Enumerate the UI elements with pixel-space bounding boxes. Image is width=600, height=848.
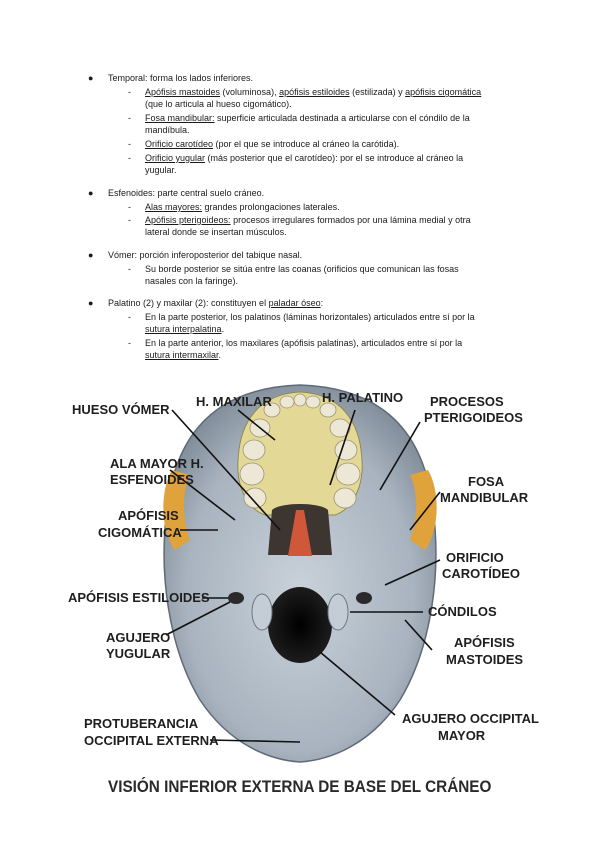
dash-icon: -	[128, 312, 131, 322]
palatino-item-posterior: En la parte posterior, los palatinos (láminas horizontales) articulados entre sí por la	[145, 312, 475, 322]
label-fosa-2: MANDIBULAR	[440, 490, 529, 505]
label-carotideo-1: ORIFICIO	[446, 550, 504, 565]
label-occipital-2: MAYOR	[438, 728, 486, 743]
temporal-title: Temporal: forma los lados inferiores.	[108, 73, 254, 83]
label-occipital-1: AGUJERO OCCIPITAL	[402, 711, 539, 726]
vomer-title: Vómer: porción inferoposterior del tabique nasal.	[108, 250, 303, 260]
dash-icon: -	[128, 153, 131, 163]
label-mastoides-1: APÓFISIS	[454, 635, 515, 650]
label-cigomatica-1: APÓFISIS	[118, 508, 179, 523]
bullet-icon: ●	[88, 250, 94, 260]
dash-icon: -	[128, 113, 131, 123]
temporal-item-fosa: Fosa mandibular: superficie articulada destinada a articularse con el cóndilo de la	[145, 113, 470, 123]
temporal-item-carotideo: Orificio carotídeo (por el que se introduce al cráneo la carótida).	[145, 139, 400, 149]
label-ala-2: ESFENOIDES	[110, 472, 194, 487]
esfenoides-item-pterigoideos: Apófisis pterigoideos: procesos irregulares formados por una lámina medial y otra	[145, 215, 471, 225]
label-maxilar: H. MAXILAR	[196, 394, 272, 409]
palatino-item-anterior: En la parte anterior, los maxilares (apófisis palatinas), articulados entre sí por la	[145, 338, 463, 348]
vomer-item: Su borde posterior se sitúa entre las coanas (orificios que comunican las fosas	[145, 264, 459, 274]
skull-base-illustration	[0, 380, 600, 800]
foramen-magnum	[268, 587, 332, 663]
label-yugular-1: AGUJERO	[106, 630, 171, 645]
jugular-right	[356, 592, 372, 604]
label-condilos: CÓNDILOS	[428, 604, 497, 619]
label-mastoides-2: MASTOIDES	[446, 652, 524, 667]
temporal-item-apofisis-cont: (que lo articula al hueso cigomático).	[145, 99, 292, 109]
esfenoides-item-pterigoideos-cont: lateral donde se insertan músculos.	[145, 227, 287, 237]
jugular-left	[228, 592, 244, 604]
label-estiloides: APÓFISIS ESTILOIDES	[68, 590, 210, 605]
bullet-icon: ●	[88, 298, 94, 308]
palatino-title: Palatino (2) y maxilar (2): constituyen el paladar óseo:	[108, 298, 324, 308]
label-yugular-2: YUGULAR	[106, 646, 171, 661]
figure-caption: VISIÓN INFERIOR EXTERNA DE BASE DEL CRÁNEO	[108, 777, 492, 796]
label-pterigoideos-1: PROCESOS	[430, 394, 504, 409]
label-palatino: H. PALATINO	[322, 390, 404, 405]
label-cigomatica-2: CIGOMÁTICA	[98, 525, 182, 540]
vomer-item-cont: nasales con la faringe).	[145, 276, 239, 286]
temporal-item-apofisis: Apófisis mastoides (voluminosa), apófisis estiloides (estilizada) y apófisis cigomática	[145, 87, 482, 97]
dash-icon: -	[128, 87, 131, 97]
dash-icon: -	[128, 202, 131, 212]
condyle-right	[328, 594, 348, 630]
condyle-left	[252, 594, 272, 630]
label-fosa-1: FOSA	[468, 474, 505, 489]
palatino-item-posterior-cont: sutura interpalatina.	[145, 324, 225, 334]
dash-icon: -	[128, 264, 131, 274]
temporal-item-fosa-cont: mandíbula.	[145, 125, 190, 135]
label-vomer: HUESO VÓMER	[72, 402, 170, 417]
bullet-icon: ●	[88, 188, 94, 198]
label-ala-1: ALA MAYOR H.	[110, 456, 204, 471]
temporal-item-yugular-cont: yugular.	[145, 165, 177, 175]
label-pterigoideos-2: PTERIGOIDEOS	[424, 410, 523, 425]
esfenoides-item-alas: Alas mayores: grandes prolongaciones laterales.	[145, 202, 340, 212]
temporal-item-yugular: Orificio yugular (más posterior que el carotídeo): por el se introduce al cráneo la	[145, 153, 464, 163]
label-protuberancia-1: PROTUBERANCIA	[84, 716, 199, 731]
bullet-icon: ●	[88, 73, 94, 83]
label-protuberancia-2: OCCIPITAL EXTERNA	[84, 733, 219, 748]
dash-icon: -	[128, 139, 131, 149]
dash-icon: -	[128, 215, 131, 225]
esfenoides-title: Esfenoides: parte central suelo cráneo.	[108, 188, 265, 198]
label-carotideo-2: CAROTÍDEO	[442, 566, 520, 581]
dash-icon: -	[128, 338, 131, 348]
palatino-item-anterior-cont: sutura intermaxilar.	[145, 350, 222, 360]
